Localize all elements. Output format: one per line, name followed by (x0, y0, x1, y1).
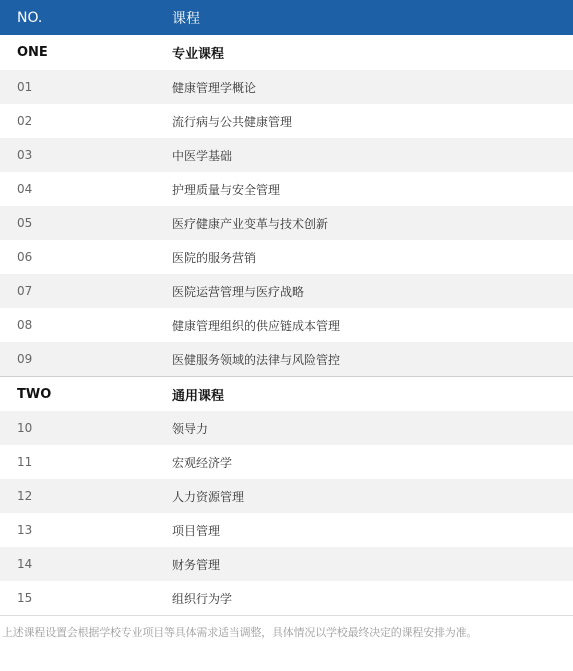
table-row (0, 308, 573, 342)
course-no: 15 (17, 591, 33, 605)
footnote: 上述课程设置会根据学校专业项目等具体需求适当调整，具体情况以学校最终决定的课程安排为准。 (0, 615, 573, 640)
section-title: 通用课程 (172, 388, 225, 404)
course-name: 中医学基础 (172, 148, 233, 163)
header-no: NO. (17, 9, 43, 26)
table-row (0, 479, 573, 513)
table-row (0, 445, 573, 479)
course-no: 09 (17, 352, 33, 366)
table-row (0, 70, 573, 104)
course-no: 13 (17, 523, 33, 537)
table-row (0, 274, 573, 308)
course-name: 医疗健康产业变革与技术创新 (172, 216, 329, 231)
table-row (0, 172, 573, 206)
table-row (0, 206, 573, 240)
course-name: 领导力 (172, 421, 209, 436)
header-course: 课程 (172, 10, 200, 27)
course-no: 10 (17, 421, 33, 435)
course-no: 02 (17, 114, 33, 128)
course-name: 人力资源管理 (172, 489, 245, 504)
course-no: 14 (17, 557, 33, 571)
course-name: 组织行为学 (172, 591, 233, 606)
table-row (0, 547, 573, 581)
course-name: 宏观经济学 (172, 455, 233, 470)
table-row (0, 342, 573, 376)
course-no: 01 (17, 80, 33, 94)
table-row (0, 513, 573, 547)
course-name: 健康管理学概论 (172, 80, 257, 95)
table-row (0, 240, 573, 274)
course-name: 财务管理 (172, 557, 221, 572)
table-row (0, 411, 573, 445)
section-one-row (0, 35, 573, 70)
course-no: 08 (17, 318, 33, 332)
course-no: 03 (17, 148, 33, 162)
course-name: 医健服务领域的法律与风险管控 (172, 352, 341, 367)
course-no: 12 (17, 489, 33, 503)
course-name: 项目管理 (172, 523, 221, 538)
course-name: 医院的服务营销 (172, 250, 257, 265)
section-label: TWO (17, 386, 52, 402)
table-row (0, 581, 573, 615)
course-name: 医院运营管理与医疗战略 (172, 284, 305, 299)
course-no: 07 (17, 284, 33, 298)
section-label: ONE (17, 45, 48, 60)
course-no: 04 (17, 182, 33, 196)
course-name: 健康管理组织的供应链成本管理 (172, 318, 341, 333)
table-row (0, 104, 573, 138)
course-no: 11 (17, 455, 33, 469)
course-name: 流行病与公共健康管理 (172, 114, 293, 129)
section-two-row (0, 376, 573, 411)
course-no: 06 (17, 250, 33, 264)
table-row (0, 138, 573, 172)
course-name: 护理质量与安全管理 (172, 182, 281, 197)
section-title: 专业课程 (172, 47, 225, 62)
table-header (0, 0, 573, 35)
course-no: 05 (17, 216, 33, 230)
